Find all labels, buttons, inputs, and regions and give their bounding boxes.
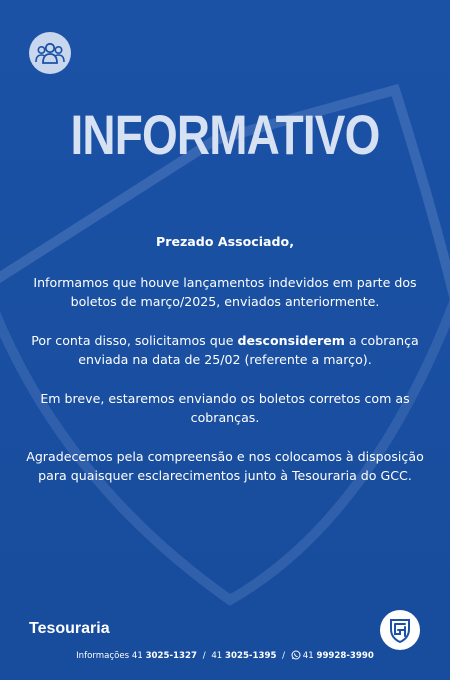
message-body (20, 232, 430, 505)
paragraph-2-emphasis: desconsiderem (237, 333, 345, 348)
greeting: Prezado Associado, (156, 234, 294, 249)
paragraph-3: Em breve, estaremos enviando os boletos corretos com as cobranças. (40, 391, 410, 425)
department-label: Tesouraria (29, 620, 110, 637)
whatsapp-icon (291, 650, 301, 664)
paragraph-2-start: Por conta disso, solicitamos que (31, 333, 238, 348)
club-seal-icon (380, 610, 420, 650)
phone-1-prefix: 41 (131, 651, 143, 661)
contact-line (0, 650, 450, 664)
group-people-icon (29, 32, 71, 74)
contact-label: Informações (76, 651, 130, 661)
page-title: INFORMATIVO (70, 103, 380, 166)
paragraph-2 (20, 331, 430, 369)
phone-2-prefix: 41 (211, 651, 223, 661)
phone-1-number: 3025-1327 (145, 651, 197, 661)
separator: / (282, 651, 286, 661)
whatsapp-prefix: 41 (302, 651, 314, 661)
separator: / (202, 651, 206, 661)
paragraph-1: Informamos que houve lançamentos indevidos em parte dos boletos de março/2025, enviados anteriormente. (33, 275, 417, 309)
paragraph-2-end: a cobrança enviada na data de 25/02 (referente a março). (78, 333, 419, 367)
paragraph-4: Agradecemos pela compreensão e nos colocamos à disposição para quaisquer esclarecimentos junto à Tesouraria do GCC. (26, 449, 424, 483)
phone-2-number: 3025-1395 (225, 651, 277, 661)
whatsapp-number: 99928-3990 (316, 651, 374, 661)
